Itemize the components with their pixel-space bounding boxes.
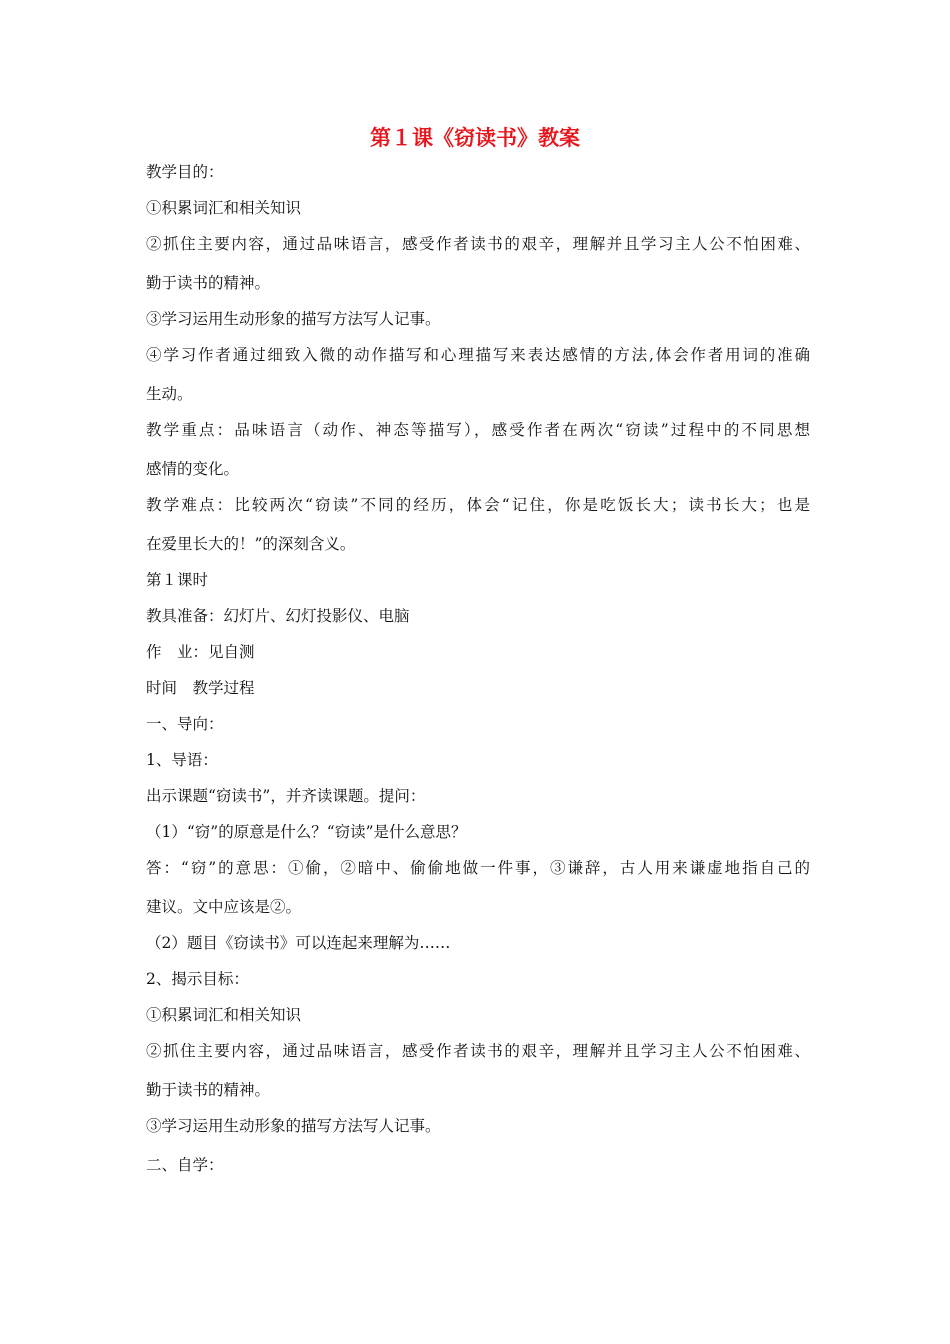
body-line: 教具准备：幻灯片、幻灯投影仪、电脑 — [146, 607, 410, 625]
body-line: （1）“窃”的原意是什么？“窃读”是什么意思？ — [146, 823, 467, 841]
body-line: ①积累词汇和相关知识 — [146, 199, 302, 217]
body-line: ①积累词汇和相关知识 — [146, 1006, 302, 1024]
document-title: 第１课《窃读书》教案 — [370, 125, 580, 150]
body-line: ②抓住主要内容，通过品味语言，感受作者读书的艰辛，理解并且学习主人公不怕困难、 — [146, 1042, 810, 1060]
body-line: 教学重点：品味语言（动作、神态等描写），感受作者在两次“窃读”过程中的不同思想 — [146, 421, 810, 439]
body-line: 第１课时 — [146, 571, 209, 589]
body-line: 感情的变化。 — [146, 460, 240, 478]
body-line: 在爱里长大的！”的深刻含义。 — [146, 535, 356, 553]
body-line: 2、揭示目标： — [146, 970, 249, 988]
body-line: 勤于读书的精神。 — [146, 274, 271, 292]
body-line: ③学习运用生动形象的描写方法写人记事。 — [146, 1117, 441, 1135]
body-line: （2）题目《窃读书》可以连起来理解为…… — [146, 934, 451, 952]
body-line: 教学难点：比较两次“窃读”不同的经历，体会“记住，你是吃饭长大；读书长大；也是 — [146, 496, 810, 514]
body-line: 作 业：见自测 — [146, 643, 255, 661]
body-line: 生动。 — [146, 385, 193, 403]
body-line: 一、导向： — [146, 715, 224, 733]
body-line: 建议。文中应该是②。 — [146, 898, 302, 916]
body-line: 勤于读书的精神。 — [146, 1081, 271, 1099]
body-line: 时间 教学过程 — [146, 679, 255, 697]
body-line: ④学习作者通过细致入微的动作描写和心理描写来表达感情的方法,体会作者用词的准确 — [146, 346, 810, 364]
body-line: ②抓住主要内容，通过品味语言，感受作者读书的艰辛，理解并且学习主人公不怕困难、 — [146, 235, 810, 253]
body-line: 答：“窃”的意思：①偷，②暗中、偷偷地做一件事，③谦辞，古人用来谦虚地指自己的 — [146, 859, 810, 877]
document-body — [146, 162, 810, 1175]
body-line: 二、自学： — [146, 1156, 224, 1174]
body-line: 1、导语： — [146, 751, 218, 769]
body-line: ③学习运用生动形象的描写方法写人记事。 — [146, 310, 441, 328]
body-line: 出示课题“窃读书”，并齐读课题。提问： — [146, 787, 426, 805]
body-line: 教学目的： — [146, 163, 224, 181]
